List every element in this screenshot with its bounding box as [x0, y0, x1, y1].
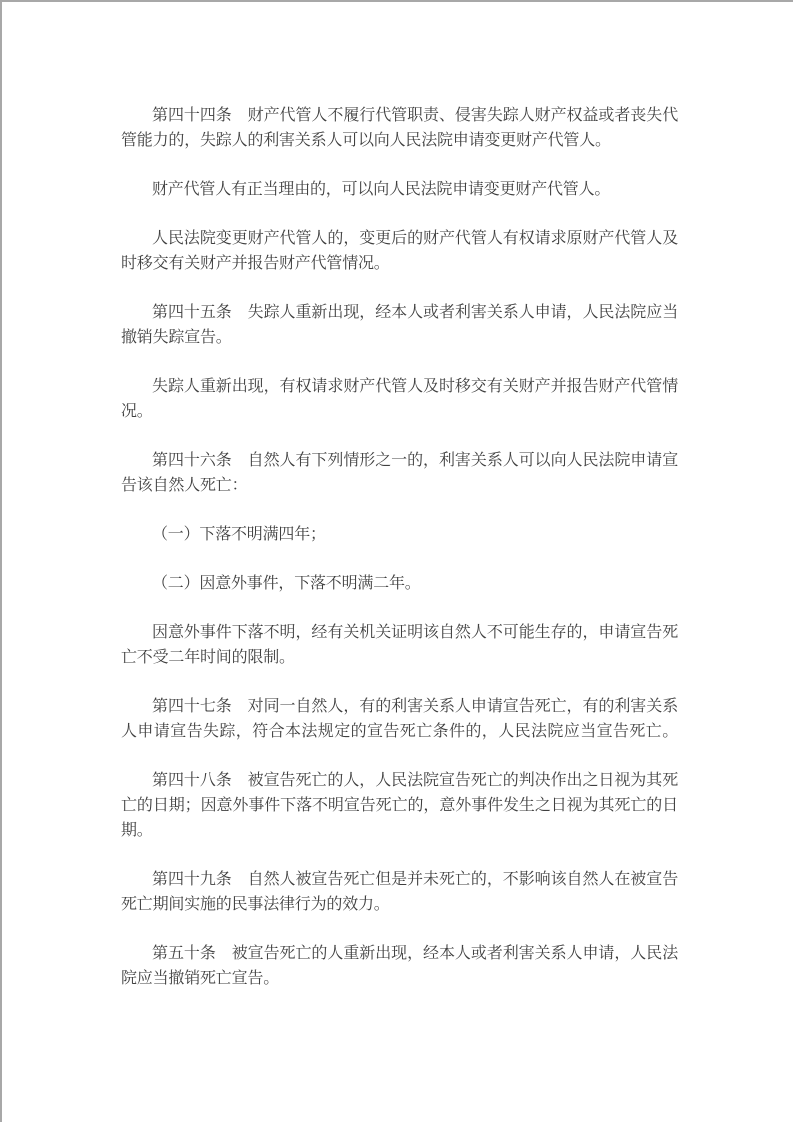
text-line: 第四十七条 对同一自然人，有的利害关系人申请宣告死亡，有的利害关系	[152, 696, 678, 715]
text-line: 撤销失踪宣告。	[121, 327, 232, 346]
text-line: 告该自然人死亡：	[121, 475, 248, 494]
text-line: 人申请宣告失踪，符合本法规定的宣告死亡条件的，人民法院应当宣告死亡。	[121, 721, 678, 740]
text-line: 第四十八条 被宣告死亡的人，人民法院宣告死亡的判决作出之日视为其死	[152, 770, 678, 789]
text-line: 死亡期间实施的民事法律行为的效力。	[121, 894, 390, 913]
text-line: （二）因意外事件，下落不明满二年。	[152, 573, 421, 592]
text-line: 期。	[121, 820, 153, 839]
paragraph	[121, 767, 678, 842]
paragraph	[121, 447, 678, 497]
document-body	[121, 2, 678, 990]
text-line: 亡的日期；因意外事件下落不明宣告死亡的，意外事件发生之日视为其死亡的日	[121, 795, 678, 814]
paragraph	[121, 299, 678, 349]
text-line: 第五十条 被宣告死亡的人重新出现，经本人或者利害关系人申请，人民法	[152, 943, 678, 962]
paragraph	[121, 570, 678, 595]
text-line: 时移交有关财产并报告财产代管情况。	[121, 253, 390, 272]
text-line: （一）下落不明满四年；	[152, 524, 326, 543]
text-line: 第四十四条 财产代管人不履行代管职责、侵害失踪人财产权益或者丧失代	[152, 105, 678, 124]
text-line: 财产代管人有正当理由的，可以向人民法院申请变更财产代管人。	[152, 179, 611, 198]
paragraph	[121, 225, 678, 275]
paragraph	[121, 102, 678, 152]
text-line: 第四十六条 自然人有下列情形之一的，利害关系人可以向人民法院申请宣	[152, 450, 678, 469]
text-line: 况。	[121, 401, 153, 420]
text-line: 第四十九条 自然人被宣告死亡但是并未死亡的，不影响该自然人在被宣告	[152, 869, 678, 888]
text-line: 院应当撤销死亡宣告。	[121, 968, 280, 987]
text-line: 第四十五条 失踪人重新出现，经本人或者利害关系人申请，人民法院应当	[152, 302, 678, 321]
paragraph	[121, 693, 678, 743]
paragraph	[121, 521, 678, 546]
paragraph	[121, 176, 678, 201]
text-line: 因意外事件下落不明，经有关机关证明该自然人不可能生存的，申请宣告死	[152, 622, 678, 641]
paragraph	[121, 619, 678, 669]
text-line: 亡不受二年时间的限制。	[121, 647, 295, 666]
paragraph	[121, 940, 678, 990]
text-line: 人民法院变更财产代管人的，变更后的财产代管人有权请求原财产代管人及	[152, 228, 678, 247]
text-line: 失踪人重新出现，有权请求财产代管人及时移交有关财产并报告财产代管情	[152, 376, 678, 395]
paragraph	[121, 373, 678, 423]
text-line: 管能力的，失踪人的利害关系人可以向人民法院申请变更财产代管人。	[121, 130, 611, 149]
paragraph	[121, 866, 678, 916]
